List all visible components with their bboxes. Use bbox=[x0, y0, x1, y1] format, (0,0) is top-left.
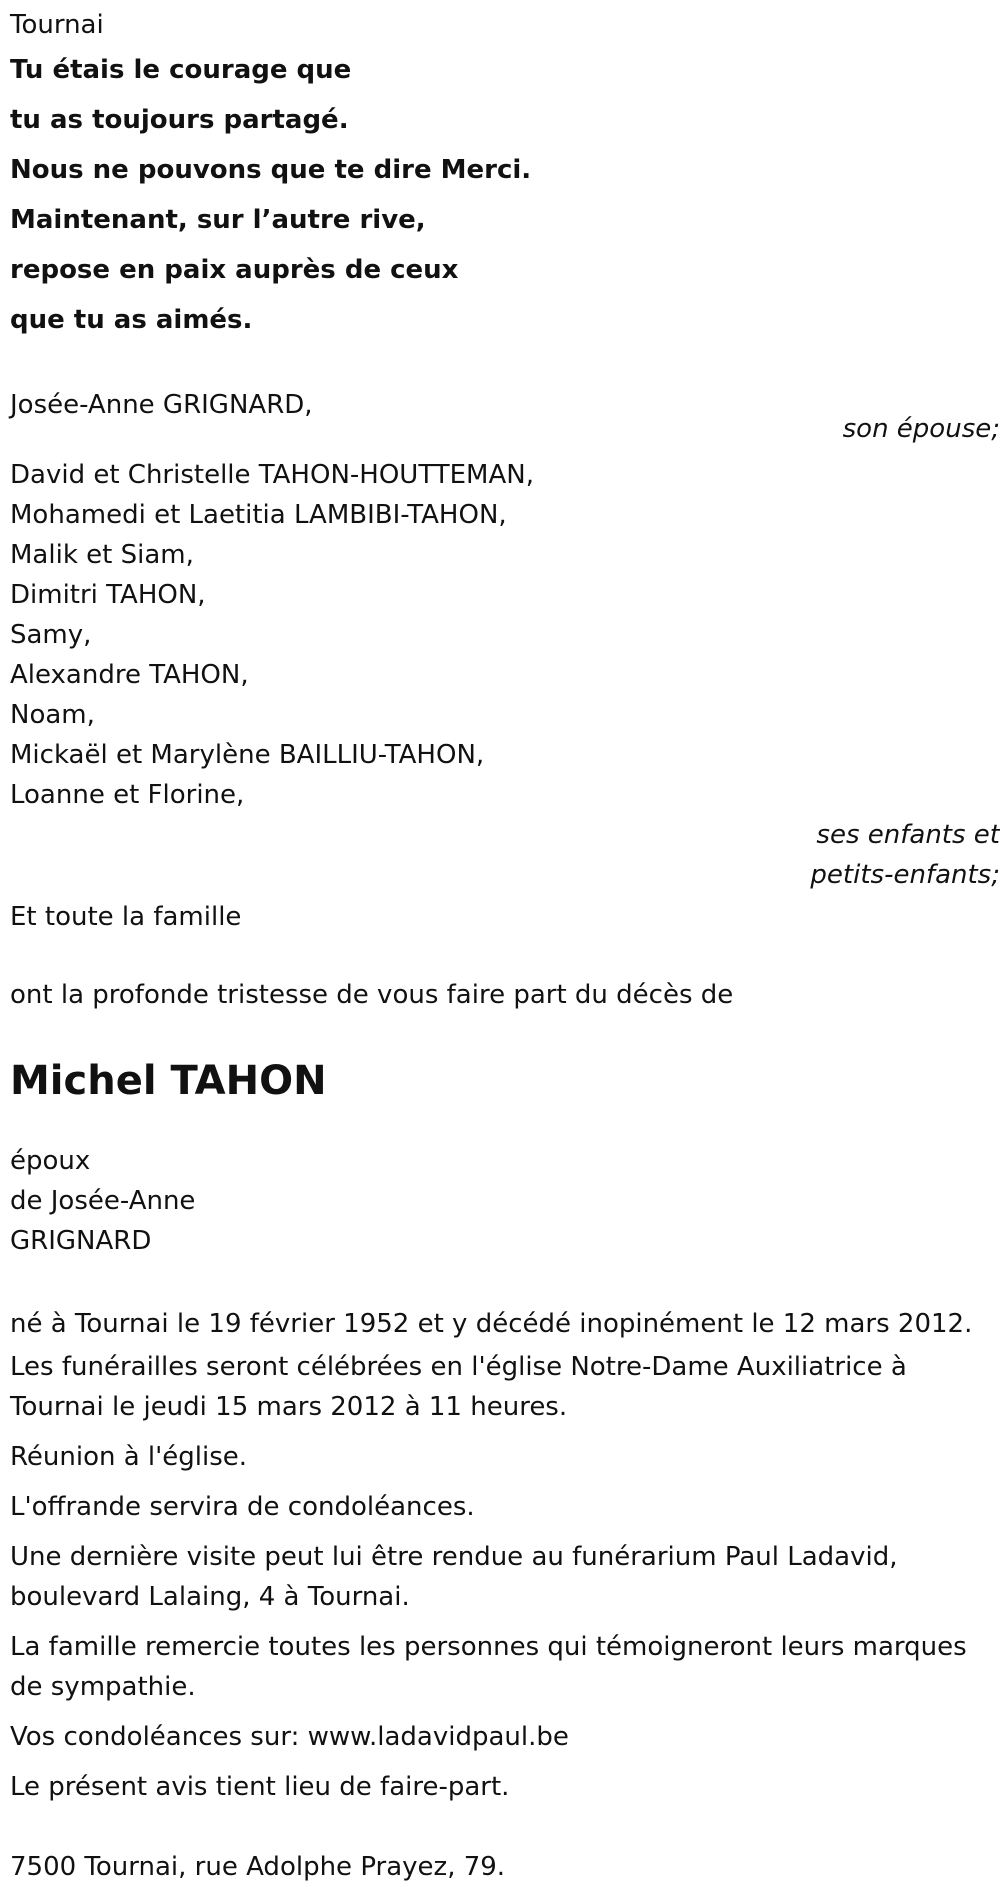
spouse-name: Josée-Anne GRIGNARD, bbox=[10, 390, 313, 420]
detail-paragraph: Le présent avis tient lieu de faire-part. bbox=[10, 1772, 510, 1802]
detail-paragraph: La famille remercie toutes les personnes qui témoigneront leurs marques de sympathie. bbox=[10, 1632, 967, 1702]
poem-line: Tu étais le courage que bbox=[10, 55, 352, 85]
spouse-of-block bbox=[10, 1141, 990, 1261]
detail-paragraph: Les funérailles seront célébrées en l'église Notre-Dame Auxiliatrice à Tournai le jeudi 15 mars 2012 à 11 heures. bbox=[10, 1352, 907, 1422]
detail-paragraph: Une dernière visite peut lui être rendue au funérarium Paul Ladavid, boulevard Lalaing, 4 à Tournai. bbox=[10, 1542, 898, 1612]
poem-line: que tu as aimés. bbox=[10, 305, 253, 335]
poem-line: tu as toujours partagé. bbox=[10, 105, 349, 135]
poem-line: Maintenant, sur l’autre rive, bbox=[10, 205, 426, 235]
child-entry: Alexandre TAHON, bbox=[10, 660, 249, 690]
spouse-relation: son épouse; bbox=[842, 414, 1000, 444]
children-relation-line: petits-enfants; bbox=[810, 860, 1000, 890]
detail-paragraph: Réunion à l'église. bbox=[10, 1442, 248, 1472]
child-entry: Mickaël et Marylène BAILLIU-TAHON, bbox=[10, 740, 485, 770]
child-entry: Noam, bbox=[10, 700, 95, 730]
child-entry: Loanne et Florine, bbox=[10, 780, 245, 810]
child-entry: David et Christelle TAHON-HOUTTEMAN, bbox=[10, 460, 534, 490]
spouse-of-line: de Josée-Anne bbox=[10, 1186, 196, 1216]
funeral-details bbox=[10, 1347, 990, 1807]
child-entry: Malik et Siam, bbox=[10, 540, 194, 570]
deceased-name: Michel TAHON bbox=[10, 1058, 327, 1104]
announcement: ont la profonde tristesse de vous faire part du décès de bbox=[10, 980, 734, 1010]
child-entry: Samy, bbox=[10, 620, 92, 650]
detail-paragraph: L'offrande servira de condoléances. bbox=[10, 1492, 475, 1522]
spouse-of-line: GRIGNARD bbox=[10, 1226, 152, 1256]
poem-line: repose en paix auprès de ceux bbox=[10, 255, 459, 285]
spouse-of-line: époux bbox=[10, 1146, 91, 1176]
child-entry: Dimitri TAHON, bbox=[10, 580, 206, 610]
city-name: Tournai bbox=[10, 10, 104, 40]
family-line: Et toute la famille bbox=[10, 902, 242, 932]
address: 7500 Tournai, rue Adolphe Prayez, 79. bbox=[10, 1852, 506, 1882]
condolences-link[interactable]: Vos condoléances sur: www.ladavidpaul.be bbox=[10, 1722, 569, 1752]
poem-line: Nous ne pouvons que te dire Merci. bbox=[10, 155, 532, 185]
children-list bbox=[10, 455, 990, 815]
children-relation-line: ses enfants et bbox=[816, 820, 1000, 850]
birth-death-line: né à Tournai le 19 février 1952 et y décédé inopinément le 12 mars 2012. bbox=[10, 1309, 973, 1339]
child-entry: Mohamedi et Laetitia LAMBIBI-TAHON, bbox=[10, 500, 507, 530]
poem bbox=[10, 45, 990, 345]
